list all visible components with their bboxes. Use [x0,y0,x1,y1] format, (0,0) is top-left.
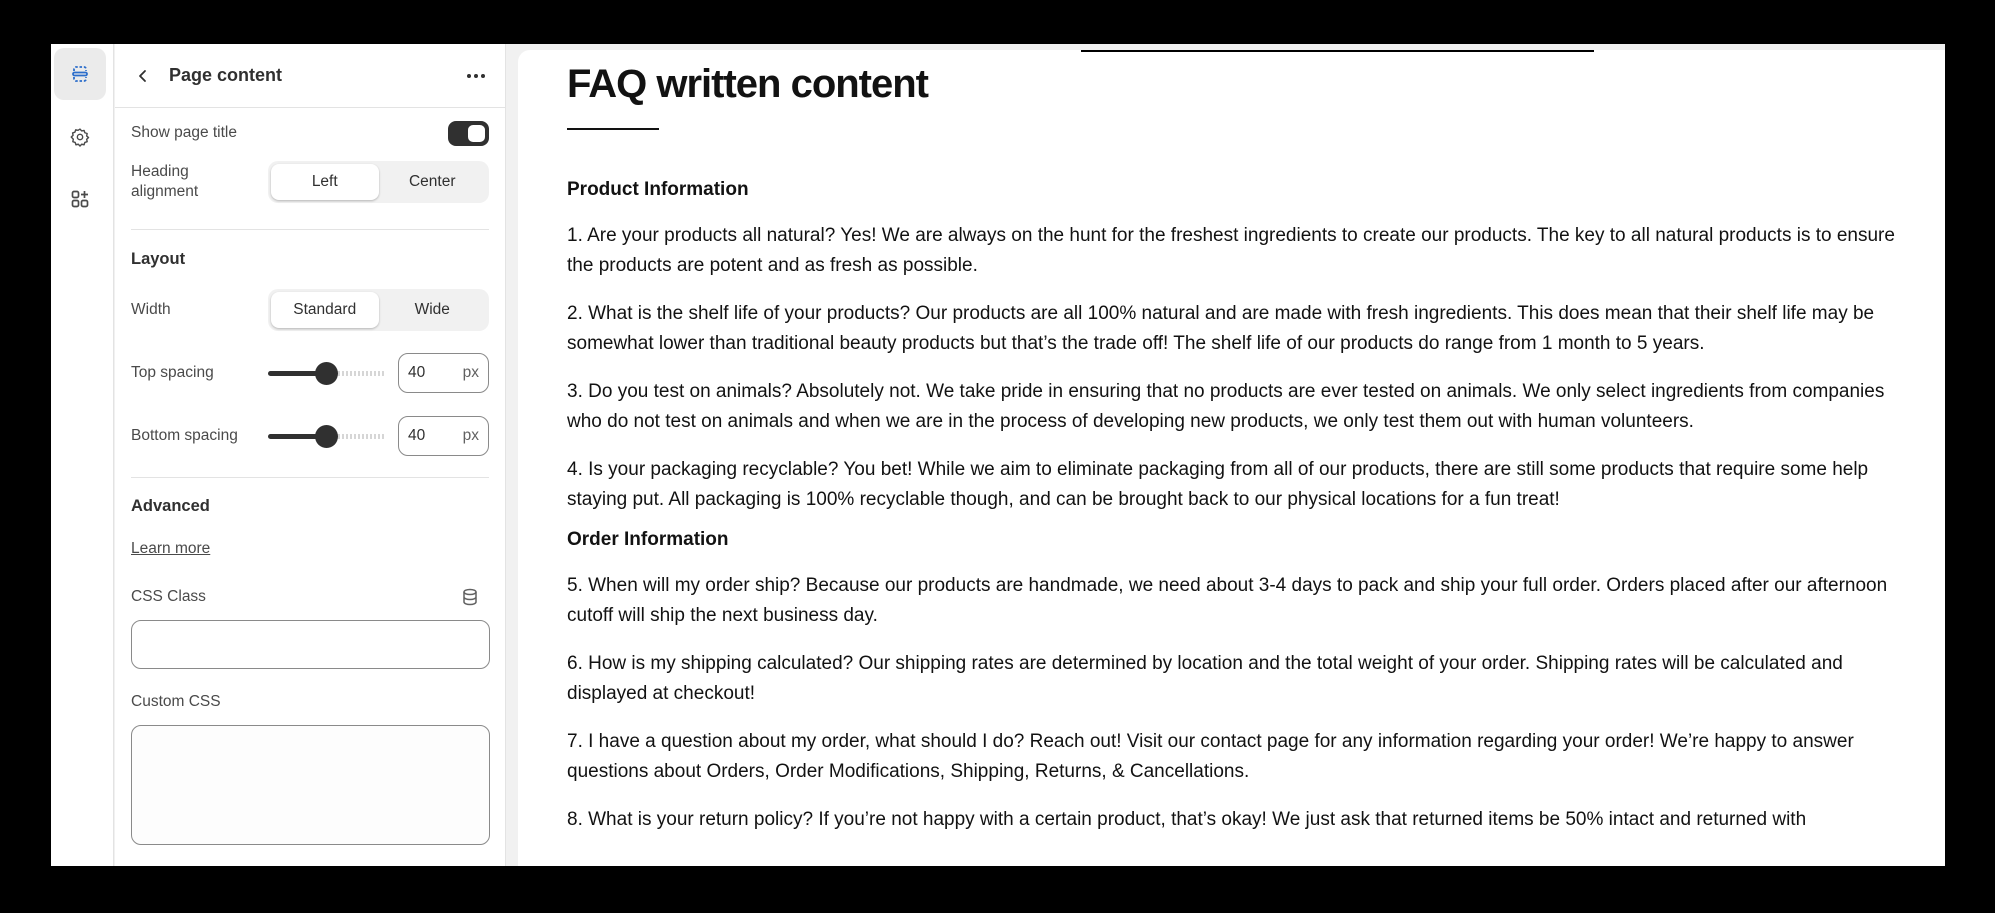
theme-editor [51,44,1945,866]
custom-css-label: Custom CSS [131,693,221,710]
panel-header [115,44,505,108]
width-standard-option[interactable]: Standard [271,292,379,328]
more-options-button[interactable] [461,64,491,88]
show-page-title-toggle[interactable] [448,121,489,146]
slider-thumb[interactable] [315,425,338,448]
sections-icon [70,64,90,84]
custom-css-textarea[interactable] [131,725,490,845]
heading-alignment-row [131,161,489,203]
faq-item: 1. Are your products all natural? Yes! We are always on the hunt for the freshest ingredients to create our products. The key to all natural products is to ensure the products are potent and as fresh as possible. [567,225,1895,276]
top-spacing-input[interactable]: 40 px [398,353,489,393]
bottom-spacing-input[interactable]: 40 px [398,416,489,456]
faq-item: 2. What is the shelf life of your products? Our products are all 100% natural and are made with fresh ingredients. This does mean that their shelf life may be somewhat lower than traditional beauty products but that’s the trade off! The shelf life of our products do range from 1 month to 5 years. [567,303,1875,354]
bottom-spacing-slider[interactable] [268,424,388,448]
faq-item: 7. I have a question about my order, what should I do? Reach out! Visit our contact page for any information regarding your order! We’re happy to answer questions about Orders, Order Modifications, Shipping, Returns, & Cancellations. [567,731,1854,782]
page-content [567,60,1907,835]
panel-title: Page content [169,65,283,85]
rail-apps-button[interactable] [54,173,106,225]
css-class-input[interactable] [131,620,490,669]
faq-item: 5. When will my order ship? Because our products are handmade, we need about 3-4 days to pack and ship your full order. Orders placed after our afternoon cutoff will ship the next business day. [567,575,1888,626]
chevron-left-icon [136,69,150,83]
show-page-title-label: Show page title [131,124,237,141]
ellipsis-icon [466,73,486,79]
width-row [131,289,489,331]
header-underline [1081,50,1594,52]
section-heading: Order Information [567,529,729,550]
section-heading: Product Information [567,179,749,200]
layout-section-title: Layout [131,250,186,268]
bottom-spacing-label: Bottom spacing [131,427,238,444]
gear-icon [70,127,90,147]
heading-alignment-label: Heading alignment [131,163,199,200]
divider [131,229,489,230]
nav-rail [51,44,114,866]
preview-canvas [518,50,1945,866]
rail-sections-button[interactable] [54,48,106,100]
alignment-center-option[interactable]: Center [408,173,456,190]
top-spacing-row [131,353,489,393]
width-label: Width [131,301,171,318]
alignment-left-option[interactable]: Left [271,164,379,200]
divider [131,477,489,478]
rail-settings-button[interactable] [54,111,106,163]
css-class-row [131,588,489,606]
back-button[interactable] [131,64,155,88]
advanced-section-title: Advanced [131,497,210,515]
faq-item: 3. Do you test on animals? Absolutely not. We take pride in ensuring that no products are ever tested on animals. We only select ingredients from companies who do not test on animals and when we are in the process of developing new products, we only test them out with human volunteers. [567,381,1885,432]
slider-thumb[interactable] [315,362,338,385]
css-class-label: CSS Class [131,588,206,605]
faq-item: 4. Is your packaging recyclable? You bet! While we aim to eliminate packaging from all of our products, there are still some products that require some help staying put. All packaging is 100% recyclable though, and can be brought back to our physical locations for a fun treat! [567,459,1869,510]
show-page-title-row [131,119,489,147]
learn-more-link[interactable]: Learn more [131,540,211,557]
page-title: FAQ written content [567,62,928,106]
faq-item: 6. How is my shipping calculated? Our shipping rates are determined by location and the total weight of your order. Shipping rates will be calculated and displayed at checkout! [567,653,1843,704]
bottom-spacing-row [131,416,489,456]
width-wide-option[interactable]: Wide [414,301,450,318]
width-segmented [268,289,489,331]
settings-panel [115,44,506,866]
top-spacing-slider[interactable] [268,361,388,385]
top-spacing-label: Top spacing [131,364,214,381]
database-icon[interactable] [461,588,479,606]
title-rule [567,128,659,130]
apps-add-icon [70,189,90,209]
heading-alignment-segmented [268,161,489,203]
faq-item: 8. What is your return policy? If you’re not happy with a certain product, that’s okay! We just ask that returned items be 50% intact and returned with [567,809,1807,830]
